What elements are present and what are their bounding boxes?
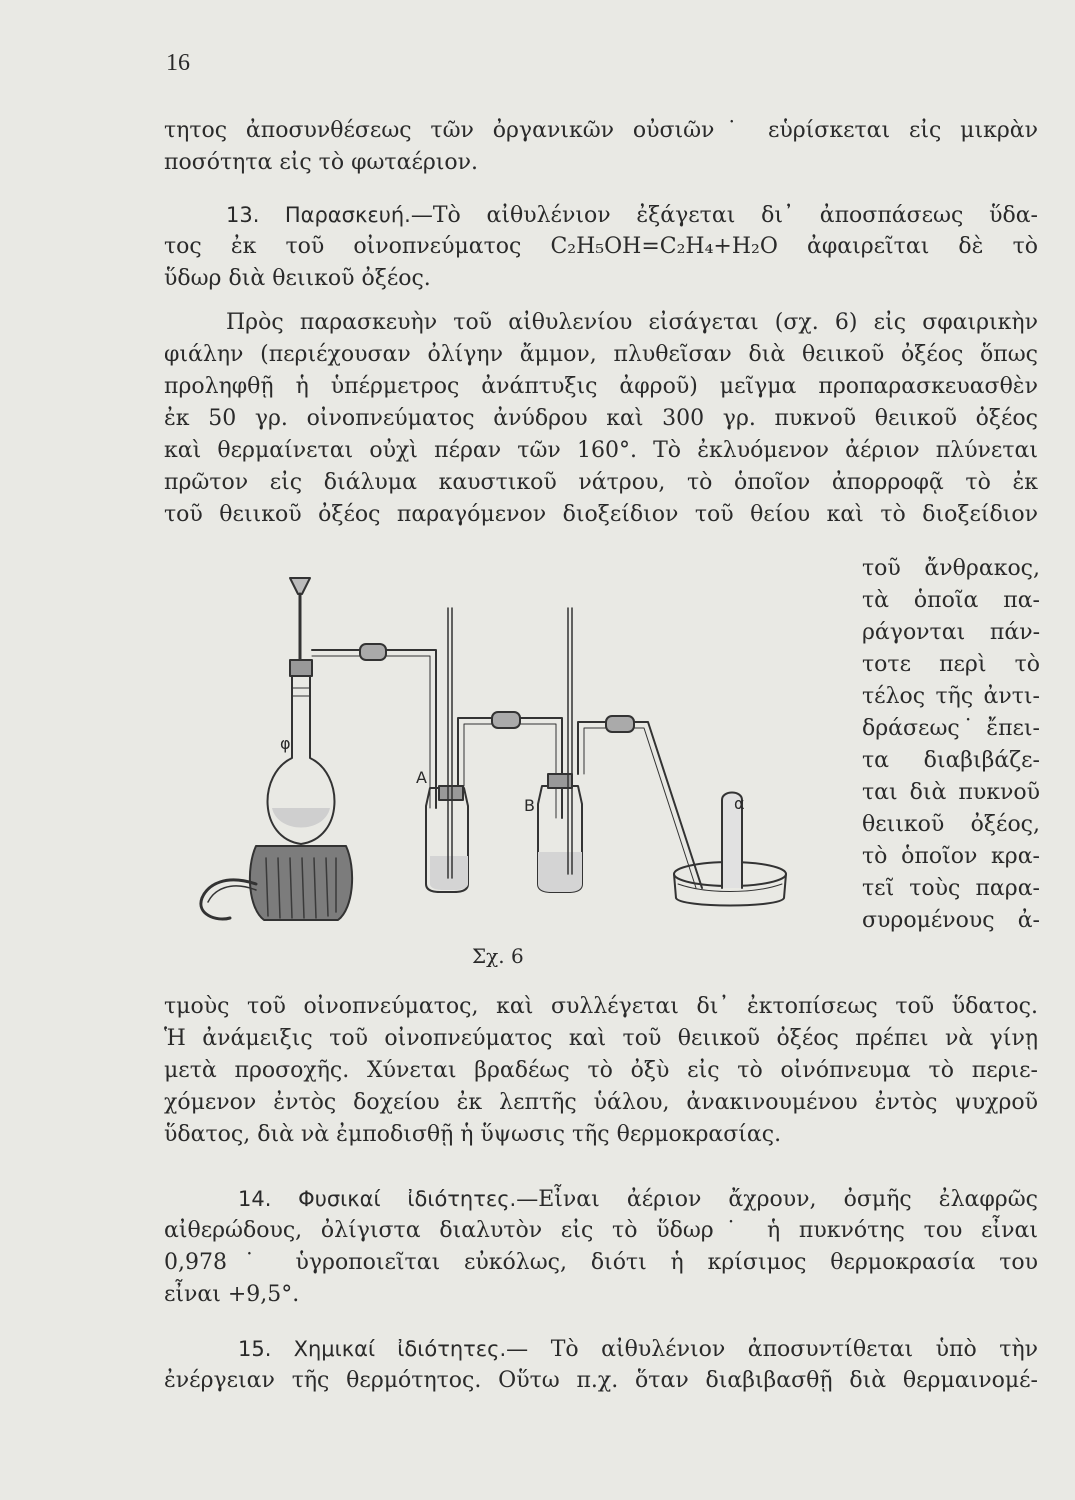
heater-brush <box>250 846 352 920</box>
side-text-line: τοῦ ἄνθρακος, <box>862 556 1040 581</box>
text-line: ὕδατος, διὰ νὰ ἐμποδισθῇ ἡ ὕψωσις τῆς θερμοκρασίας. <box>164 1122 782 1147</box>
side-text-line: ται διὰ πυκνοῦ <box>862 780 1040 805</box>
text-line: αἰθερώδους, ὀλίγιστα διαλυτὸν εἰς τὸ ὕδωρ˙ ἡ πυκνότης του εἶναι <box>164 1218 1038 1243</box>
bottle-a-stopper <box>439 786 463 800</box>
tube-joint-1 <box>360 644 386 660</box>
apparatus-drawing <box>186 568 856 988</box>
text-line: ἐνέργειαν τῆς θερμότητος. Οὕτω π.χ. ὅταν διαβιβασθῇ διὰ θερμαινομέ- <box>164 1368 1038 1393</box>
tube-joint-3 <box>606 716 634 732</box>
apparatus-figure <box>186 568 856 988</box>
text-line: μετὰ προσοχῆς. Χύνεται βραδέως τὸ ὀξὺ εἰς τὸ οἰνόπνευμα τὸ περιε- <box>164 1058 1038 1083</box>
text-line: προληφθῇ ἡ ὑπέρμετρος ἀνάπτυξις ἀφροῦ) μεῖγμα προπαρασκευασθὲν <box>164 374 1038 399</box>
section-14-first-line <box>238 1184 1038 1215</box>
text-line: Ἡ ἀνάμειξις τοῦ οἰνοπνεύματος καὶ τοῦ θειικοῦ ὀξέος πρέπει νὰ γίνῃ <box>164 1026 1038 1051</box>
text-line: φιάλην (περιέχουσαν ὀλίγην ἄμμον, πλυθεῖσαν διὰ θειικοῦ ὀξέος ὅπως <box>164 342 1038 367</box>
side-text-line: δράσεως˙ ἔπει- <box>862 716 1040 741</box>
section-14-text: —Εἶναι ἀέριον ἄχρουν, ὀσμῆς ἐλαφρῶς <box>516 1187 1038 1212</box>
label-flask: φ <box>280 734 291 753</box>
text-line: 0,978˙ ὑγροποιεῖται εὐκόλως, διότι ἡ κρίσιμος θερμοκρασία του <box>164 1250 1038 1275</box>
section-13-text: —Τὸ αἰθυλένιον ἐξάγεται δι᾽ ἀποσπάσεως ὕδα- <box>410 203 1038 228</box>
text-line: τμοὺς τοῦ οἰνοπνεύματος, καὶ συλλέγεται δι᾽ ἐκτοπίσεως τοῦ ὕδατος. <box>164 994 1038 1019</box>
side-text-line: τοτε περὶ τὸ <box>862 652 1040 677</box>
flask-liquid <box>272 808 330 828</box>
text-line: ἐκ 50 γρ. οἰνοπνεύματος ἀνύδρου καὶ 300 γρ. πυκνοῦ θειικοῦ ὀξέος <box>164 406 1038 431</box>
text-line: καὶ θερμαίνεται οὐχὶ πέραν τῶν 160°. Τὸ ἐκλυόμενον ἀέριον πλύνεται <box>164 438 1038 463</box>
text-line: εἶναι +9,5°. <box>164 1282 300 1307</box>
tube-a-to-b <box>458 718 562 818</box>
section-15-text: — Τὸ αἰθυλένιον ἀποσυντίθεται ὑπὸ τὴν <box>506 1337 1039 1362</box>
text-line: τητος ἀποσυνθέσεως τῶν ὀργανικῶν οὐσιῶν˙ εὑρίσκεται εἰς μικρὰν <box>164 118 1038 143</box>
funnel-head <box>290 578 310 594</box>
side-text-line: τὰ ὁποῖα πα- <box>862 588 1040 613</box>
text-line: τοῦ θειικοῦ ὀξέος παραγόμενον διοξείδιον τοῦ θείου καὶ τὸ διοξείδιον <box>164 502 1038 527</box>
flask-stopper <box>290 660 312 676</box>
label-bottle-b: B <box>524 796 535 815</box>
text-line: ὕδωρ διὰ θειικοῦ ὀξέος. <box>164 266 431 291</box>
section-13-first-line <box>226 200 1038 231</box>
page-number: 16 <box>166 50 190 76</box>
side-text-line: ράγονται πάν- <box>862 620 1040 645</box>
section-15-first-line <box>238 1334 1038 1365</box>
side-text-line: τέλος τῆς ἀντι- <box>862 684 1040 709</box>
delivery-tube <box>578 722 702 888</box>
side-text-line: συρομένους ἀ- <box>862 908 1040 933</box>
tube-joint-2 <box>492 712 520 728</box>
section-13-heading: 13. Παρασκευή. <box>226 203 411 227</box>
text-line: τος ἐκ τοῦ οἰνοπνεύματος C₂H₅OH=C₂H₄+H₂O ἀφαιρεῖται δὲ τὸ <box>164 234 1038 259</box>
bottle-a-liquid <box>430 856 468 890</box>
label-bottle-a: A <box>416 768 427 787</box>
side-text-line: τα διαβιβάζε- <box>862 748 1040 773</box>
side-text-line: τὸ ὁποῖον κρα- <box>862 844 1040 869</box>
section-15-heading: 15. Χημικαί ἰδιότητες. <box>238 1337 507 1361</box>
text-line: χόμενον ἐντὸς δοχείου ἐκ λεπτῆς ὑάλου, ἀνακινουμένου ἐντὸς ψυχροῦ <box>164 1090 1038 1115</box>
text-line: Πρὸς παρασκευὴν τοῦ αἰθυλενίου εἰσάγεται (σχ. 6) εἰς σφαιρικὴν <box>226 310 1038 335</box>
side-text-line: τεῖ τοὺς παρα- <box>862 876 1040 901</box>
outlet-tube-1-inner <box>312 656 430 808</box>
side-text-line: θειικοῦ ὀξέος, <box>862 812 1040 837</box>
text-line: πρῶτον εἰς διάλυμα καυστικοῦ νάτρου, τὸ ὁποῖον ἀπορροφᾷ τὸ ἐκ <box>164 470 1038 495</box>
label-collecting-tube: α <box>734 794 745 813</box>
figure-caption: Σχ. 6 <box>472 944 524 968</box>
section-14-heading: 14. Φυσικαί ἰδιότητες. <box>238 1187 517 1211</box>
text-line: ποσότητα εἰς τὸ φωταέριον. <box>164 150 479 175</box>
bottle-b-liquid <box>538 852 582 892</box>
